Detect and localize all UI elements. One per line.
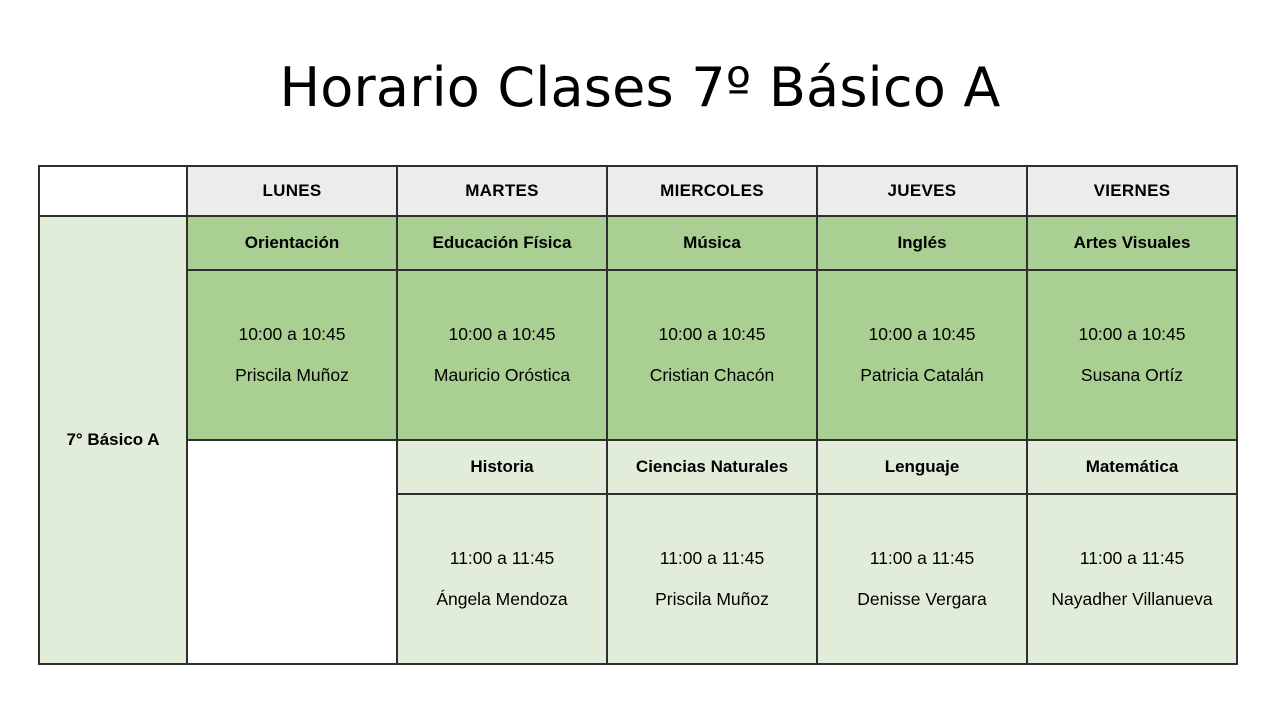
subject-block2-viernes: Matemática	[1027, 440, 1237, 494]
detail-block2-martes	[397, 494, 607, 664]
detail-block2-viernes	[1027, 494, 1237, 664]
subject-block1-miercoles: Música	[607, 216, 817, 270]
subject-block1-lunes: Orientación	[187, 216, 397, 270]
detail-block1-jueves	[817, 270, 1027, 440]
table-corner-cell	[39, 166, 187, 216]
detail-block1-viernes	[1027, 270, 1237, 440]
schedule-table	[38, 165, 1238, 665]
teacher-block2-jueves: Denisse Vergara	[857, 589, 987, 609]
teacher-block2-viernes: Nayadher Villanueva	[1051, 589, 1213, 609]
subject-block2-martes: Historia	[397, 440, 607, 494]
teacher-block1-lunes: Priscila Muñoz	[235, 365, 349, 385]
teacher-block2-miercoles: Priscila Muñoz	[655, 589, 769, 609]
teacher-block1-martes: Mauricio Oróstica	[433, 365, 571, 385]
detail-block1-martes	[397, 270, 607, 440]
time-block2-viernes: 11:00 a 11:45	[1079, 547, 1185, 568]
time-block1-jueves: 10:00 a 10:45	[868, 323, 976, 344]
day-header-viernes: VIERNES	[1027, 166, 1237, 216]
detail-block2-miercoles	[607, 494, 817, 664]
time-block1-martes: 10:00 a 10:45	[448, 323, 556, 344]
teacher-block1-viernes: Susana Ortíz	[1080, 365, 1184, 385]
detail-block1-lunes	[187, 270, 397, 440]
subject-block2-miercoles: Ciencias Naturales	[607, 440, 817, 494]
table-row	[39, 270, 1237, 440]
day-header-lunes: LUNES	[187, 166, 397, 216]
day-header-miercoles: MIERCOLES	[607, 166, 817, 216]
teacher-block1-miercoles: Cristian Chacón	[649, 365, 775, 385]
subject-block1-jueves: Inglés	[817, 216, 1027, 270]
table-header-row	[39, 166, 1237, 216]
row-label-course: 7° Básico A	[39, 216, 187, 664]
time-block2-jueves: 11:00 a 11:45	[869, 547, 975, 568]
teacher-block1-jueves: Patricia Catalán	[860, 365, 984, 385]
table-row	[39, 440, 1237, 494]
subject-block2-jueves: Lenguaje	[817, 440, 1027, 494]
subject-block1-martes: Educación Física	[397, 216, 607, 270]
schedule-table-container	[38, 165, 1238, 665]
time-block1-miercoles: 10:00 a 10:45	[658, 323, 766, 344]
time-block2-miercoles: 11:00 a 11:45	[659, 547, 765, 568]
time-block1-viernes: 10:00 a 10:45	[1078, 323, 1186, 344]
subject-block1-viernes: Artes Visuales	[1027, 216, 1237, 270]
detail-block1-miercoles	[607, 270, 817, 440]
table-row	[39, 216, 1237, 270]
page-title: Horario Clases 7º Básico A	[279, 56, 1001, 119]
empty-cell-lunes-block2	[187, 440, 397, 664]
teacher-block2-martes: Ángela Mendoza	[436, 589, 568, 609]
time-block1-lunes: 10:00 a 10:45	[238, 323, 346, 344]
time-block2-martes: 11:00 a 11:45	[449, 547, 555, 568]
detail-block2-jueves	[817, 494, 1027, 664]
day-header-jueves: JUEVES	[817, 166, 1027, 216]
day-header-martes: MARTES	[397, 166, 607, 216]
